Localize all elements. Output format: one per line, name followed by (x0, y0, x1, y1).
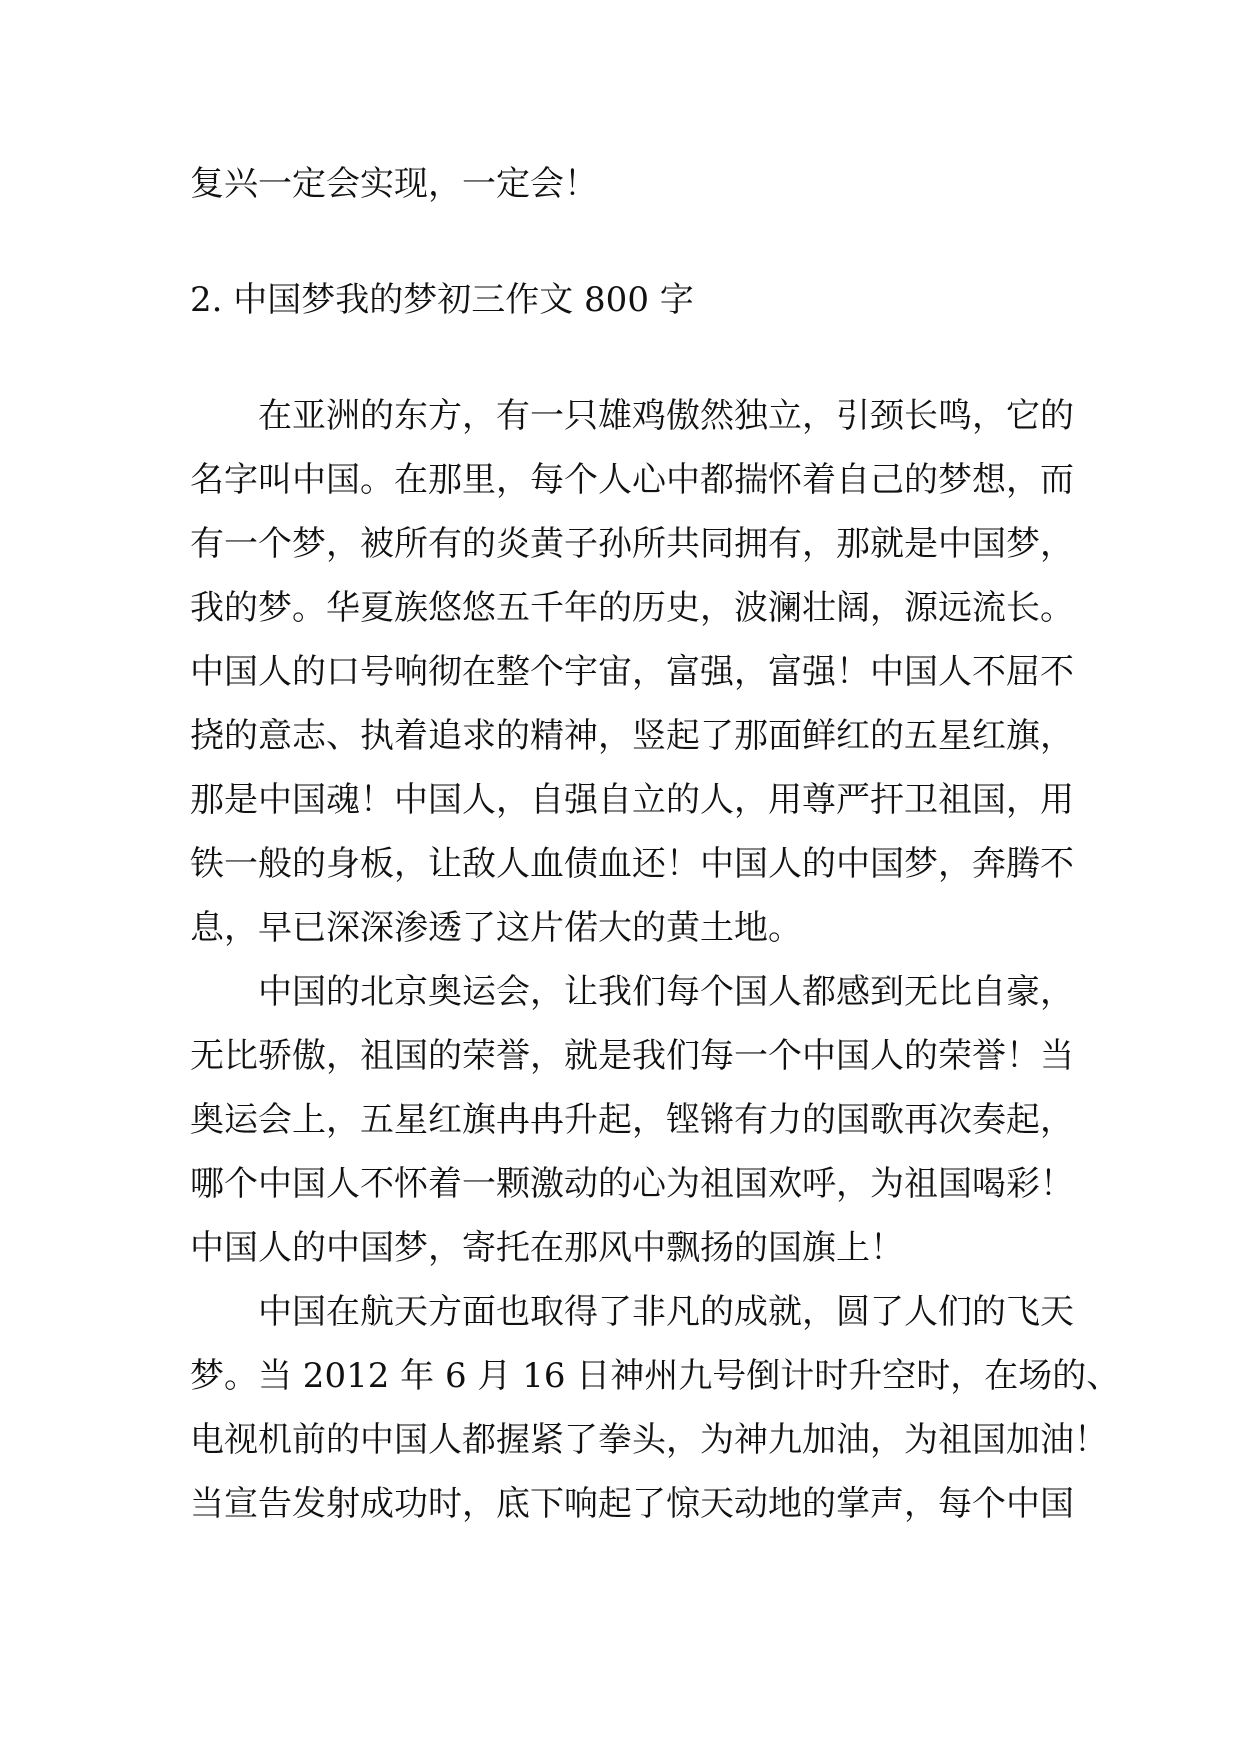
text-line: 当宣告发射成功时，底下响起了惊天动地的掌声，每个中国 (190, 1484, 1074, 1524)
text-line: 名字叫中国。在那里，每个人心中都揣怀着自己的梦想，而 (190, 460, 1074, 500)
paragraph-3 (190, 1280, 1121, 1536)
heading-text: 2. 中国梦我的梦初三作文 800 字 (190, 280, 694, 320)
text-line: 无比骄傲，祖国的荣誉，就是我们每一个中国人的荣誉！当 (190, 1036, 1074, 1076)
text-line: 中国人的口号响彻在整个宇宙，富强，富强！中国人不屈不 (190, 652, 1074, 692)
section-heading (190, 268, 1060, 332)
text-line: 在亚洲的东方，有一只雄鸡傲然独立，引颈长鸣，它的 (258, 396, 1074, 436)
text-line: 中国的北京奥运会，让我们每个国人都感到无比自豪， (258, 972, 1074, 1012)
continuation-text (190, 152, 1060, 216)
text-line: 中国在航天方面也取得了非凡的成就，圆了人们的飞天 (258, 1292, 1074, 1332)
text-line: 那是中国魂！中国人，自强自立的人，用尊严扞卫祖国，用 (190, 780, 1074, 820)
text-line: 复兴一定会实现，一定会！ (190, 164, 598, 204)
text-line: 哪个中国人不怀着一颗激动的心为祖国欢呼，为祖国喝彩！ (190, 1164, 1074, 1204)
text-line: 梦。当 2012 年 6 月 16 日神州九号倒计时升空时，在场的、 (190, 1356, 1121, 1396)
text-line: 奥运会上，五星红旗冉冉升起，铿锵有力的国歌再次奏起， (190, 1100, 1074, 1140)
text-line: 电视机前的中国人都握紧了拳头，为神九加油，为祖国加油！ (190, 1420, 1108, 1460)
paragraph-2 (190, 960, 1074, 1280)
text-line: 有一个梦，被所有的炎黄子孙所共同拥有，那就是中国梦， (190, 524, 1074, 564)
text-line: 中国人的中国梦，寄托在那风中飘扬的国旗上！ (190, 1228, 904, 1268)
text-line: 我的梦。华夏族悠悠五千年的历史，波澜壮阔，源远流长。 (190, 588, 1074, 628)
text-line: 挠的意志、执着追求的精神，竖起了那面鲜红的五星红旗， (190, 716, 1074, 756)
paragraph-1 (190, 384, 1074, 960)
text-line: 铁一般的身板，让敌人血债血还！中国人的中国梦，奔腾不 (190, 844, 1074, 884)
text-line: 息，早已深深渗透了这片偌大的黄土地。 (190, 908, 802, 948)
